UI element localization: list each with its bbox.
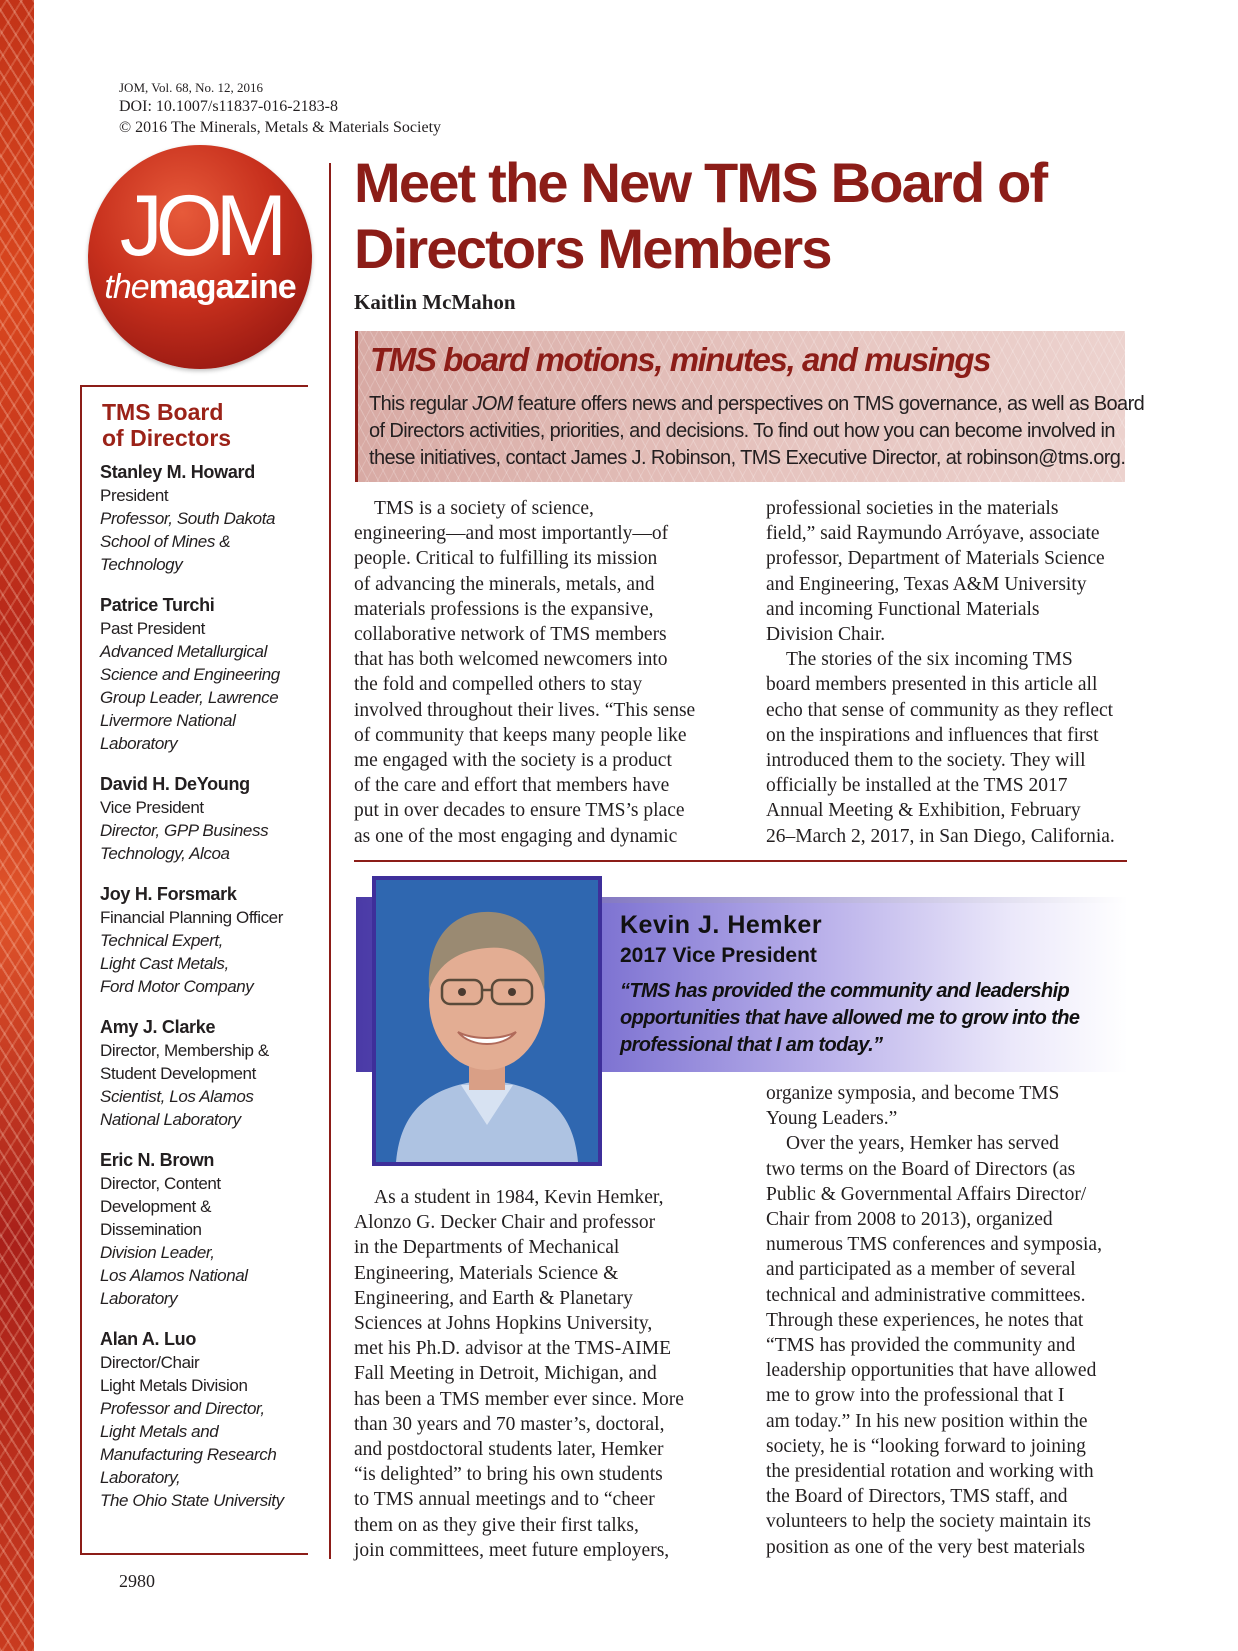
member-affiliation-line: Group Leader, Lawrence: [100, 688, 279, 707]
body-text-line: organize symposia, and become TMS: [766, 1083, 1060, 1104]
quote-line: “TMS has provided the community and leadership: [620, 980, 1070, 1002]
member-affiliation-line: Ford Motor Company: [100, 977, 254, 996]
decorative-edge-stripe: [0, 0, 34, 1651]
member-affiliation: [100, 1085, 308, 1131]
body-text-line: on the inspirations and influences that first: [766, 724, 1099, 746]
quote-line: opportunities that have allowed me to grow into the: [620, 1007, 1080, 1029]
body-text-line: met his Ph.D. advisor at the TMS-AIME: [354, 1338, 672, 1360]
sidebar-title: [102, 399, 302, 451]
body-text-line: TMS is a society of science,: [374, 498, 594, 519]
body-text-line: of community that keeps many people like: [354, 724, 687, 746]
body-text-line: 26–March 2, 2017, in San Diego, California.: [766, 825, 1115, 847]
journal-citation: JOM, Vol. 68, No. 12, 2016: [119, 80, 263, 95]
body-text-line: numerous TMS conferences and symposia,: [766, 1234, 1102, 1256]
member-affiliation-line: Manufacturing Research: [100, 1445, 277, 1464]
column-divider: [329, 163, 331, 1559]
sidebar-title-line: of Directors: [102, 425, 232, 451]
member-affiliation-line: Technical Expert,: [100, 931, 223, 950]
body-text-line: professor, Department of Materials Science: [766, 548, 1105, 570]
body-text-line: has been a TMS member ever since. More: [354, 1388, 684, 1410]
body-text-line: society, he is “looking forward to joining: [766, 1435, 1086, 1457]
board-member: [100, 773, 308, 865]
sidebar-title-line: TMS Board: [102, 399, 224, 425]
member-role: [100, 484, 308, 507]
body-text-line: Public & Governmental Affairs Director/: [766, 1183, 1087, 1205]
body-text-line: collaborative network of TMS members: [354, 624, 667, 646]
feature-text: [369, 391, 1145, 472]
body-text-line: position as one of the very best materials: [766, 1536, 1085, 1558]
member-affiliation-line: Science and Engineering: [100, 665, 280, 684]
member-role: [100, 796, 308, 819]
body-text-line: leadership opportunities that have allowed: [766, 1360, 1097, 1382]
page-number: 2980: [119, 1571, 155, 1591]
body-text-line: Alonzo G. Decker Chair and professor: [354, 1212, 656, 1234]
body-text-line: me to grow into the professional that I: [766, 1385, 1065, 1407]
profile-name: Kevin J. Hemker: [620, 911, 823, 939]
body-column-3: [354, 1185, 724, 1563]
body-text-line: of the care and effort that members have: [354, 775, 670, 797]
member-affiliation-line: National Laboratory: [100, 1110, 241, 1129]
body-column-2: [766, 496, 1136, 849]
article-title: [354, 150, 1214, 282]
body-text-line: engineering—and most importantly—of: [354, 523, 669, 545]
article-metadata: [119, 80, 441, 138]
feature-box: [355, 331, 1145, 482]
member-affiliation-line: Division Leader,: [100, 1243, 215, 1262]
board-member: [100, 594, 308, 755]
body-text-line: and postdoctoral students later, Hemker: [354, 1439, 664, 1461]
logo-jom-text: JOM: [119, 178, 281, 274]
member-affiliation: [100, 1241, 308, 1310]
board-sidebar: [80, 385, 308, 1555]
member-role-line: Dissemination: [100, 1220, 202, 1239]
member-affiliation: [100, 929, 308, 998]
feature-title: TMS board motions, minutes, and musings: [370, 341, 991, 378]
body-text-line: materials professions is the expansive,: [354, 598, 654, 620]
feature-text-line: This regular JOM feature offers news and perspectives on TMS governance, as well as Board: [369, 393, 1145, 415]
board-member: [100, 1328, 308, 1512]
title-line: Meet the New TMS Board of: [354, 151, 1047, 214]
member-affiliation-line: Advanced Metallurgical: [100, 642, 267, 661]
member-affiliation: [100, 640, 308, 755]
member-role: [100, 1351, 308, 1397]
body-text-line: introduced them to the society. They will: [766, 750, 1086, 772]
body-text-line: and incoming Functional Materials: [766, 598, 1040, 620]
member-name: Alan A. Luo: [100, 1329, 197, 1349]
body-text-line: and Engineering, Texas A&M University: [766, 573, 1087, 595]
logo-magazine-text: [88, 267, 312, 307]
member-affiliation-line: Los Alamos National: [100, 1266, 248, 1285]
board-member: [100, 1016, 308, 1131]
body-text-line: the Board of Directors, TMS staff, and: [766, 1486, 1068, 1508]
member-name: Patrice Turchi: [100, 595, 215, 615]
body-text-line: Over the years, Hemker has served: [786, 1133, 1059, 1155]
body-text-line: Engineering, Materials Science &: [354, 1262, 619, 1284]
body-text-line: put in over decades to ensure TMS’s place: [354, 800, 685, 822]
body-text-line: volunteers to help the society maintain its: [766, 1511, 1091, 1533]
logo-magazine: magazine: [148, 268, 296, 306]
member-role-line: Development &: [100, 1197, 212, 1216]
body-text-line: field,” said Raymundo Arróyave, associate: [766, 523, 1100, 545]
body-text-line: the fold and compelled others to stay: [354, 674, 643, 696]
member-name: Joy H. Forsmark: [100, 884, 237, 904]
board-member: [100, 461, 308, 576]
member-affiliation: [100, 819, 308, 865]
feature-text-line: these initiatives, contact James J. Robinson, TMS Executive Director, at robinson@tms.org.: [369, 447, 1126, 469]
body-text-line: people. Critical to fulfilling its mission: [354, 548, 658, 570]
quote-line: professional that I am today.”: [620, 1034, 883, 1056]
body-text-line: than 30 years and 70 master’s, doctoral,: [354, 1413, 665, 1435]
member-role: [100, 1172, 308, 1241]
member-role-line: Light Metals Division: [100, 1376, 248, 1395]
body-text-line: board members presented in this article all: [766, 674, 1098, 696]
body-text-line: The stories of the six incoming TMS: [786, 649, 1073, 671]
member-affiliation-line: Technology: [100, 555, 183, 574]
body-text-line: Annual Meeting & Exhibition, February: [766, 800, 1081, 822]
body-text-line: as one of the most engaging and dynamic: [354, 825, 678, 847]
body-text-line: technical and administrative committees.: [766, 1284, 1086, 1306]
member-role-line: President: [100, 486, 169, 505]
doi: DOI: 10.1007/s11837-016-2183-8: [119, 98, 338, 115]
board-member: [100, 883, 308, 998]
member-affiliation-line: Scientist, Los Alamos: [100, 1087, 254, 1106]
member-role: [100, 617, 308, 640]
profile-quote: [620, 978, 1120, 1059]
member-role-line: Student Development: [100, 1064, 256, 1083]
body-text-line: Through these experiences, he notes that: [766, 1309, 1084, 1331]
member-name: Eric N. Brown: [100, 1150, 215, 1170]
jom-magazine-logo: [88, 145, 312, 369]
member-affiliation-line: Professor, South Dakota: [100, 509, 276, 528]
member-role-line: Director, Membership &: [100, 1041, 269, 1060]
member-role: [100, 906, 308, 929]
member-role-line: Financial Planning Officer: [100, 908, 284, 927]
profile-role: 2017 Vice President: [620, 944, 817, 967]
copyright: © 2016 The Minerals, Metals & Materials Society: [119, 119, 442, 136]
body-text-line: and participated as a member of several: [766, 1259, 1076, 1281]
member-name: David H. DeYoung: [100, 774, 250, 794]
body-text-line: them on as they give their first talks,: [354, 1514, 639, 1536]
body-text-line: “TMS has provided the community and: [766, 1335, 1076, 1357]
portrait-illustration: [376, 880, 598, 1162]
section-rule: [354, 860, 1127, 862]
body-text-line: Engineering, and Earth & Planetary: [354, 1287, 633, 1309]
member-affiliation-line: Light Metals and: [100, 1422, 219, 1441]
body-text-line: officially be installed at the TMS 2017: [766, 775, 1068, 797]
member-affiliation-line: Laboratory: [100, 734, 178, 753]
body-text-line: “is delighted” to bring his own students: [354, 1464, 663, 1486]
member-affiliation-line: The Ohio State University: [100, 1491, 284, 1510]
body-text-line: am today.” In his new position within the: [766, 1410, 1088, 1432]
body-text-line: Chair from 2008 to 2013), organized: [766, 1209, 1053, 1231]
portrait-photo: [372, 876, 602, 1166]
body-text-line: in the Departments of Mechanical: [354, 1237, 620, 1259]
body-text-line: to TMS annual meetings and to “cheer: [354, 1489, 655, 1511]
body-text-line: involved throughout their lives. “This sense: [354, 699, 696, 721]
body-text-line: Division Chair.: [766, 624, 886, 646]
body-text-line: As a student in 1984, Kevin Hemker,: [374, 1187, 664, 1208]
member-role-line: Director/Chair: [100, 1353, 200, 1372]
body-text-line: Young Leaders.”: [766, 1108, 898, 1130]
member-list: [100, 461, 308, 1530]
body-text-line: professional societies in the materials: [766, 498, 1059, 519]
member-name: Amy J. Clarke: [100, 1017, 216, 1037]
member-affiliation-line: Light Cast Metals,: [100, 954, 229, 973]
member-affiliation-line: Laboratory,: [100, 1468, 181, 1487]
member-affiliation-line: Professor and Director,: [100, 1399, 265, 1418]
title-line: Directors Members: [354, 217, 831, 280]
member-role-line: Vice President: [100, 798, 204, 817]
member-affiliation-line: Technology, Alcoa: [100, 844, 230, 863]
body-text-line: two terms on the Board of Directors (as: [766, 1158, 1076, 1180]
body-text-line: echo that sense of community as they reflect: [766, 699, 1114, 721]
body-text-line: Fall Meeting in Detroit, Michigan, and: [354, 1363, 657, 1385]
member-role: [100, 1039, 308, 1085]
member-role-line: Past President: [100, 619, 205, 638]
body-text-line: join committees, meet future employers,: [354, 1539, 670, 1561]
article-author: Kaitlin McMahon: [354, 290, 516, 314]
body-text-line: Sciences at Johns Hopkins University,: [354, 1313, 653, 1335]
profile-card: [620, 910, 1120, 1059]
body-text-line: of advancing the minerals, metals, and: [354, 573, 655, 595]
member-name: Stanley M. Howard: [100, 462, 255, 482]
member-role-line: Director, Content: [100, 1174, 221, 1193]
body-text-line: that has both welcomed newcomers into: [354, 649, 668, 671]
member-affiliation: [100, 507, 308, 576]
member-affiliation-line: School of Mines &: [100, 532, 231, 551]
body-text-line: the presidential rotation and working with: [766, 1461, 1094, 1483]
logo-the: the: [104, 268, 149, 306]
body-column-1: [354, 496, 724, 849]
member-affiliation-line: Director, GPP Business: [100, 821, 269, 840]
body-column-4: [766, 1081, 1136, 1560]
member-affiliation-line: Laboratory: [100, 1289, 178, 1308]
member-affiliation: [100, 1397, 308, 1512]
member-affiliation-line: Livermore National: [100, 711, 236, 730]
body-text-line: me engaged with the society is a product: [354, 750, 672, 772]
board-member: [100, 1149, 308, 1310]
feature-text-line: of Directors activities, priorities, and decisions. To find out how you can become involved in: [369, 420, 1115, 442]
